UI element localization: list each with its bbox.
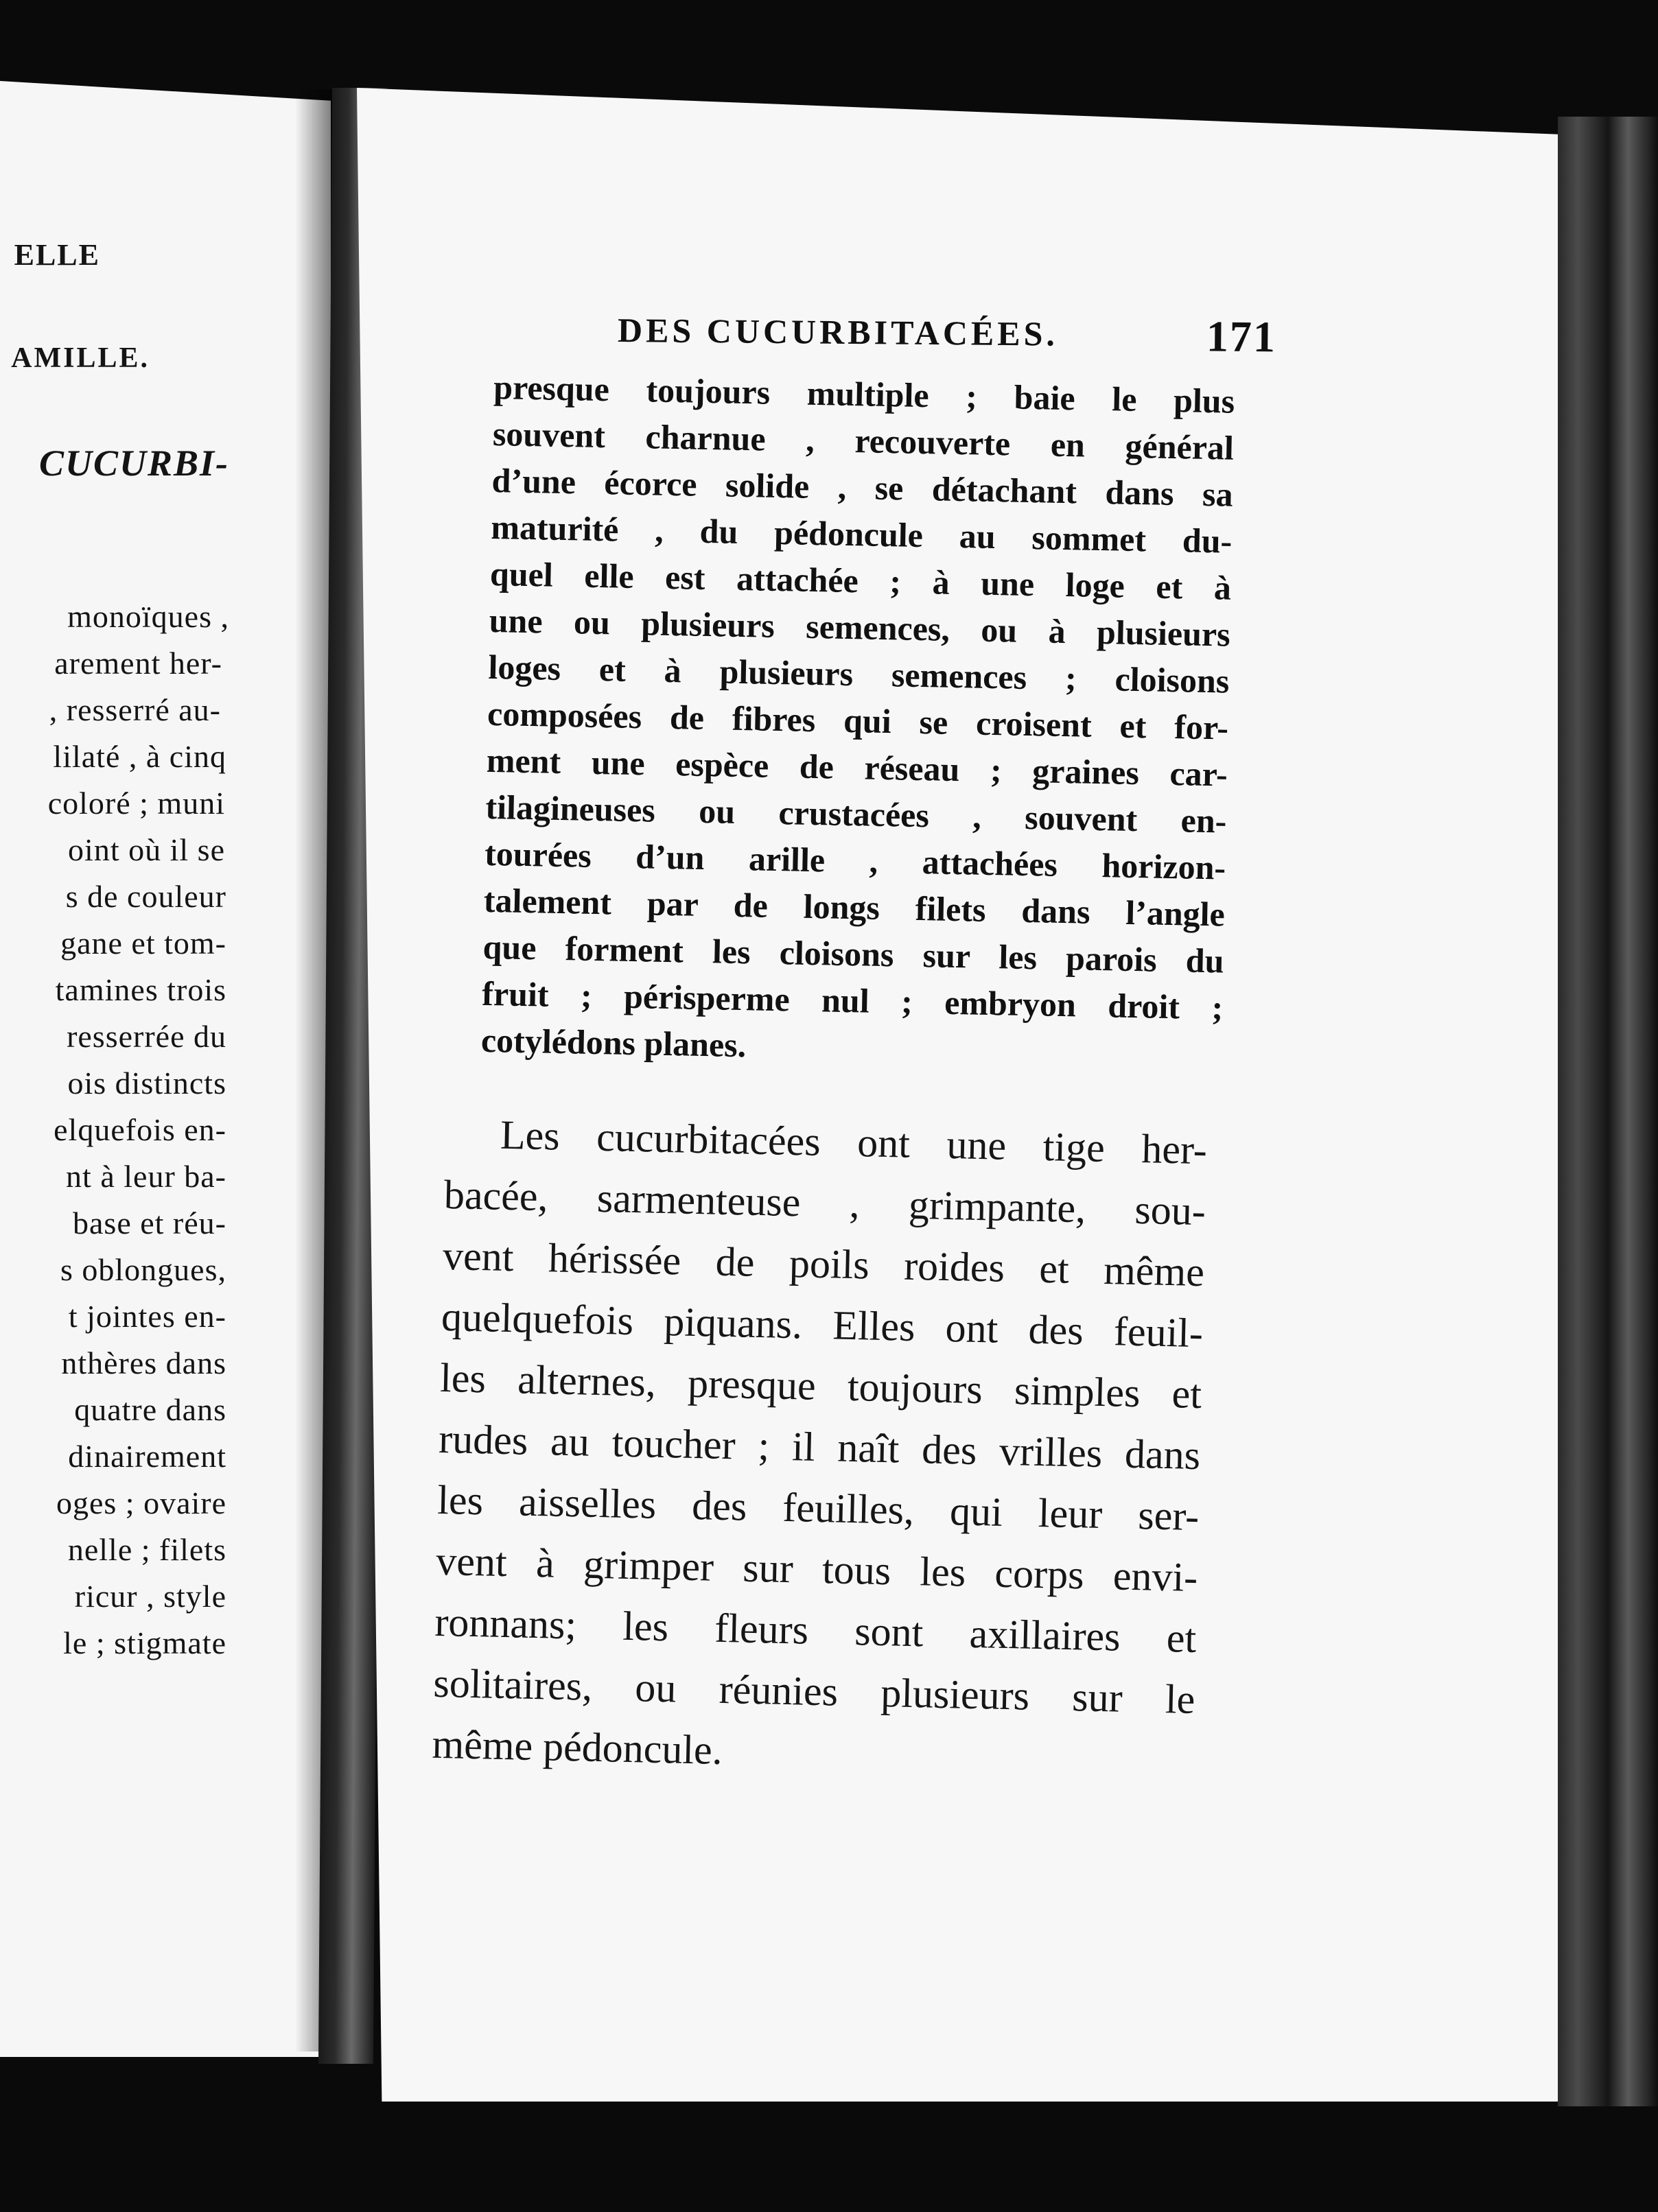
text-line: souvent charnue , recouverte en général — [492, 414, 1235, 467]
text-line: fruit ; périsperme nul ; embryon droit ; — [481, 974, 1224, 1027]
left-text-line: ricur , style — [74, 1579, 226, 1614]
left-family-heading: AMILLE. — [11, 342, 150, 374]
text-line: ronnans; les fleurs sont axillaires et — [434, 1599, 1197, 1662]
left-text-line: quatre dans — [74, 1392, 226, 1427]
left-text-line: monoïques , — [67, 599, 229, 634]
running-head: DES CUCURBITACÉES. — [617, 311, 1059, 353]
left-text-line: dinairement — [68, 1439, 226, 1474]
text-line: presque toujours multiple ; baie le plus — [493, 367, 1235, 421]
left-text-line: le ; stigmate — [63, 1625, 226, 1660]
left-text-line: nelle ; filets — [67, 1532, 226, 1567]
left-text-line: lilaté , à cinq — [53, 739, 226, 774]
left-text-line: resserrée du — [67, 1019, 226, 1054]
text-line: les aisselles des feuilles, qui leur ser- — [436, 1476, 1200, 1540]
left-text-line: s oblongues, — [60, 1252, 226, 1287]
text-line: tourées d’un arille , attachées horizon- — [484, 834, 1226, 887]
text-line: les alternes, presque toujours simples et — [439, 1354, 1202, 1417]
left-text-line: oint où il se — [68, 832, 225, 867]
left-text-line: s de couleur — [65, 879, 226, 914]
left-text-line: t jointes en- — [68, 1299, 226, 1334]
text-line: une ou plusieurs semences, ou à plusieurs — [489, 600, 1231, 654]
page-number: 171 — [1206, 311, 1277, 362]
text-line: cotylédons planes. — [480, 1020, 747, 1065]
text-line: rudes au toucher ; il naît des vrilles dans — [438, 1415, 1201, 1479]
text-line: tilagineuses ou crustacées , souvent en- — [485, 787, 1227, 840]
left-text-line: nt à leur ba- — [66, 1159, 226, 1194]
left-text-line: nthères dans — [61, 1345, 226, 1380]
text-line: composées de fibres qui se croisent et for- — [487, 694, 1229, 747]
left-text-line: coloré ; muni — [47, 786, 225, 821]
text-line: Les cucurbitacées ont une tige her- — [500, 1111, 1208, 1173]
text-line: solitaires, ou réunies plusieurs sur le — [432, 1660, 1196, 1723]
left-text-line: elquefois en- — [54, 1112, 226, 1147]
text-line: quelquefois piquans. Elles ont des feuil- — [441, 1293, 1204, 1356]
text-line: que forment les cloisons sur les parois du — [482, 927, 1225, 980]
text-line: vent à grimper sur tous les corps envi- — [435, 1538, 1198, 1601]
left-section-heading: CUCURBI- — [38, 443, 229, 484]
characteristics-paragraph — [480, 364, 1235, 1078]
description-paragraph — [432, 1103, 1208, 1791]
page-edge-stack — [1558, 117, 1658, 2106]
left-text-line: ois distincts — [67, 1066, 226, 1101]
text-line: ment une espèce de réseau ; graines car- — [486, 740, 1228, 794]
text-line: quel elle est attachée ; à une loge et à — [489, 554, 1232, 607]
text-line: même pédoncule. — [431, 1721, 723, 1774]
text-line: talement par de longs filets dans l’angle — [483, 880, 1226, 934]
page-header — [617, 310, 1277, 362]
left-text-line: arement her- — [54, 646, 222, 681]
text-line: maturité , du pédoncule au sommet du- — [490, 507, 1233, 561]
left-text-line: oges ; ovaire — [56, 1485, 226, 1520]
left-running-head: ELLE — [14, 238, 100, 272]
text-line: vent hérissée de poils roides et même — [442, 1232, 1205, 1295]
left-text-line: tamines trois — [55, 972, 226, 1007]
text-line: d’une écorce solide , se détachant dans sa — [491, 460, 1234, 514]
left-text-line: gane et tom- — [60, 926, 226, 961]
left-text-line: , resserré au- — [49, 692, 221, 727]
text-line: bacée, sarmenteuse , grimpante, sou- — [443, 1171, 1206, 1234]
text-line: loges et à plusieurs semences ; cloisons — [487, 647, 1230, 701]
left-text-line: base et réu- — [73, 1205, 226, 1240]
